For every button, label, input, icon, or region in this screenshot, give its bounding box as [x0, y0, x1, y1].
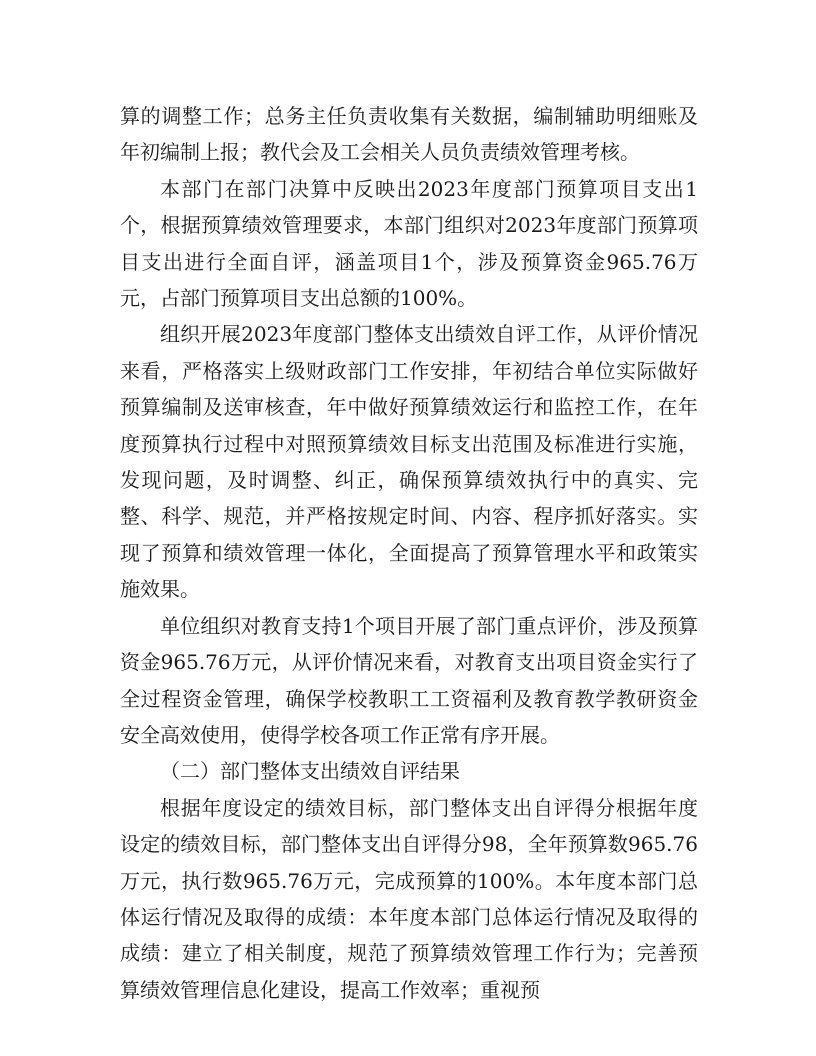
- paragraph-continued: 算的调整工作；总务主任负责收集有关数据，编制辅助明细账及年初编制上报；教代会及工会相关人员负责绩效管理考核。: [120, 104, 698, 165]
- paragraph-project-self-evaluation: 本部门在部门决算中反映出2023年度部门预算项目支出1个，根据预算绩效管理要求，本部门组织对2023年度部门预算项目支出进行全面自评，涵盖项目1个，涉及预算资金965.76万元，占部门预算项目支出总额的100%。: [120, 176, 698, 311]
- section-heading: （二）部门整体支出绩效自评结果: [160, 759, 460, 784]
- paragraph-key-evaluation: 单位组织对教育支持1个项目开展了部门重点评价，涉及预算资金965.76万元，从评价情况来看，对教育支出项目资金实行了全过程资金管理，确保学校教职工工资福利及教育教学教研资金安全高效使用，使得学校各项工作正常有序开展。: [120, 613, 698, 747]
- paragraph-overall-self-evaluation: 组织开展2023年度部门整体支出绩效自评工作，从评价情况来看，严格落实上级财政部门工作安排，年初结合单位实际做好预算编制及送审核查，年中做好预算绩效运行和监控工作，在年度预算执行过程中对照预算绩效目标支出范围及标准进行实施，发现问题，及时调整、纠正，确保预算绩效执行中的真实、完整、科学、规范，并严格按规定时间、内容、程序抓好落实。实现了预算和绩效管理一体化，全面提高了预算管理水平和政策实施效果。: [120, 322, 698, 602]
- document-body: [120, 98, 698, 1008]
- paragraph-evaluation-results: 根据年度设定的绩效目标，部门整体支出自评得分根据年度设定的绩效目标，部门整体支出自评得分98，全年预算数965.76万元，执行数965.76万元，完成预算的100%。本年度本部门总体运行情况及取得的成绩：本年度本部门总体运行情况及取得的成绩：建立了相关制度，规范了预算绩效管理工作行为；完善预算绩效管理信息化建设，提高工作效率；重视预: [120, 795, 698, 1002]
